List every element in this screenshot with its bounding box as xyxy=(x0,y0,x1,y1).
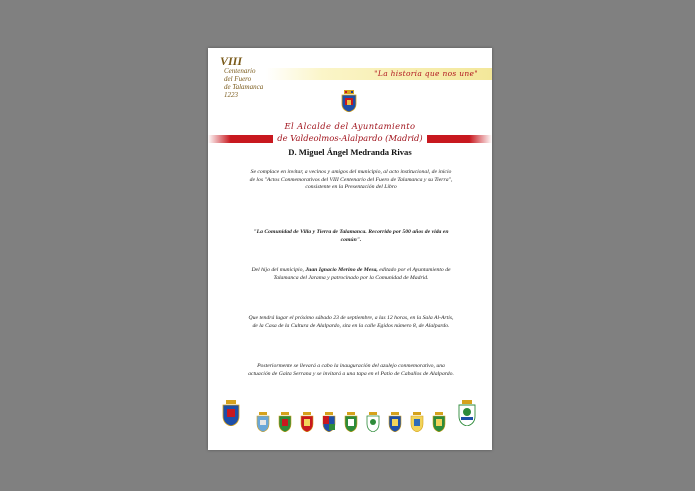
book-title: "La Comunidad de Villa y Tierra de Talamanca. Recorrido por 500 años de vida en común". xyxy=(253,229,449,243)
crest-icon xyxy=(432,412,446,432)
logo-line: 1223 xyxy=(224,91,238,99)
crest-icon xyxy=(300,412,314,432)
logo-line: del Fuero xyxy=(224,75,252,83)
crest-icon xyxy=(388,412,402,432)
logo-line: de Talamanca xyxy=(224,83,264,91)
municipal-crests-row xyxy=(208,398,492,444)
motto: "La historia que nos une" xyxy=(374,69,478,78)
crest-icon xyxy=(366,412,380,432)
title-line-1: El Alcalde del Ayuntamiento xyxy=(284,121,416,131)
motto-band xyxy=(266,68,492,80)
paragraph: Se complace en invitar, a vecinos y amigos del municipio, al acto institucional, de inicio de los "Actos Conmemorativos del VIII Centenario del Fuero de Talamanca y su Tierra", consistente en la Presentación del Libro xyxy=(249,169,453,191)
centenario-logo xyxy=(220,56,270,98)
logo-line: Centenario xyxy=(224,67,256,75)
title-band xyxy=(208,135,492,143)
crest-icon xyxy=(458,400,476,426)
crest-icon xyxy=(410,412,424,432)
mayor-name: D. Miguel Ángel Medranda Rivas xyxy=(288,147,412,157)
municipal-crest-icon xyxy=(341,90,357,112)
crest-icon xyxy=(322,412,336,432)
crest-icon xyxy=(222,400,240,426)
crest-icon xyxy=(278,412,292,432)
paragraph: Posteriormente se llevará a cabo la inauguración del azulejo conmemorativo, una actuación de Gaita Serrana y se invitará a una tapa en el Patio de Caballos de Alalpardo. xyxy=(248,363,454,377)
title-line-2: de Valdeolmos-Alalpardo (Madrid) xyxy=(273,133,426,143)
paragraph: Que tendrá lugar el próximo sábado 23 de septiembre, a las 12 horas, en la Sala Al-Artis, de la Casa de la Cultura de Alalpardo, sita en la calle Egidos número 8, de Alalpardo. xyxy=(248,315,454,329)
paragraph: Del hijo del municipio, Juan Ignacio Merino de Mesa, editado por el Ayuntamiento de Talamanca del Jarama y patrocinado por la Comunidad de Madrid. xyxy=(251,267,451,281)
crest-icon xyxy=(256,412,270,432)
logo-roman: VIII xyxy=(220,54,243,68)
author-name: Juan Ignacio Merino de Mesa, xyxy=(305,267,378,273)
crest-icon xyxy=(344,412,358,432)
invitation-card xyxy=(208,48,492,450)
